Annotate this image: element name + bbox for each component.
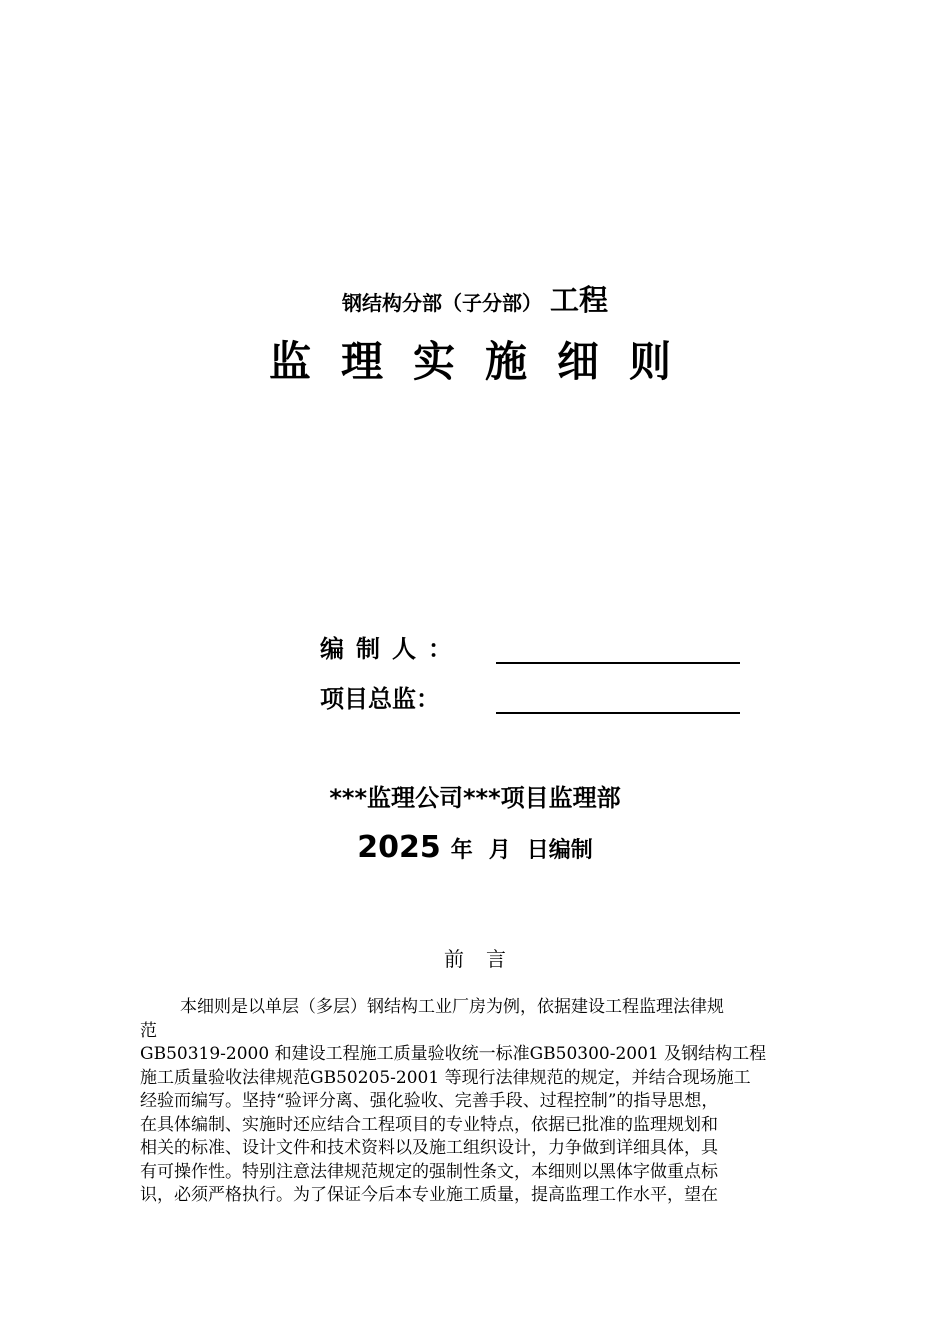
date-year: 2025	[357, 830, 441, 865]
compiler-label: 编制人：	[320, 635, 464, 663]
subtitle-division: 钢结构分部（子分部）	[341, 291, 542, 315]
preface-line: 有可操作性。特别注意法律规范规定的强制性条文，本细则以黑体字做重点标	[140, 1161, 718, 1182]
date-month-char: 月	[488, 838, 511, 863]
preface-line: 识，必须严格执行。为了保证今后本专业施工质量，提高监理工作水平，望在	[140, 1185, 718, 1205]
preface-line: GB50319-2000 和建设工程施工质量验收统一标准GB50300-2001 及钢结构工程	[140, 1044, 767, 1064]
subtitle-project: 工程	[549, 283, 608, 317]
organization-name: ***监理公司***项目监理部	[329, 784, 621, 812]
preface-line: 施工质量验收法律规范GB50205-2001 等现行法律规范的规定，并结合现场施工	[140, 1067, 751, 1088]
director-signature-line	[496, 712, 740, 714]
compiler-signature-line	[496, 662, 740, 664]
preface-line: 本细则是以单层（多层）钢结构工业厂房为例，依据建设工程监理法律规	[180, 997, 724, 1017]
preface-body	[140, 996, 810, 1208]
compile-date	[0, 828, 950, 871]
date-year-char: 年	[450, 838, 473, 863]
preface-line: 在具体编制、实施时还应结合工程项目的专业特点，依据已批准的监理规划和	[140, 1114, 718, 1135]
document-subtitle	[0, 280, 950, 323]
preface-title: 前言	[444, 947, 528, 971]
document-title: 监理实施细则	[268, 337, 701, 386]
signature-row-director	[320, 682, 492, 716]
director-label: 项目总监：	[320, 685, 440, 713]
preface-line: 相关的标准、设计文件和技术资料以及施工组织设计，力争做到详细具体，具	[140, 1138, 718, 1158]
preface-line: 范	[140, 1020, 157, 1041]
signature-row-compiler	[320, 632, 492, 666]
date-day-suffix: 日编制	[526, 838, 593, 863]
preface-line: 经验而编写。坚持“验评分离、强化验收、完善手段、过程控制”的指导思想，	[140, 1091, 719, 1111]
